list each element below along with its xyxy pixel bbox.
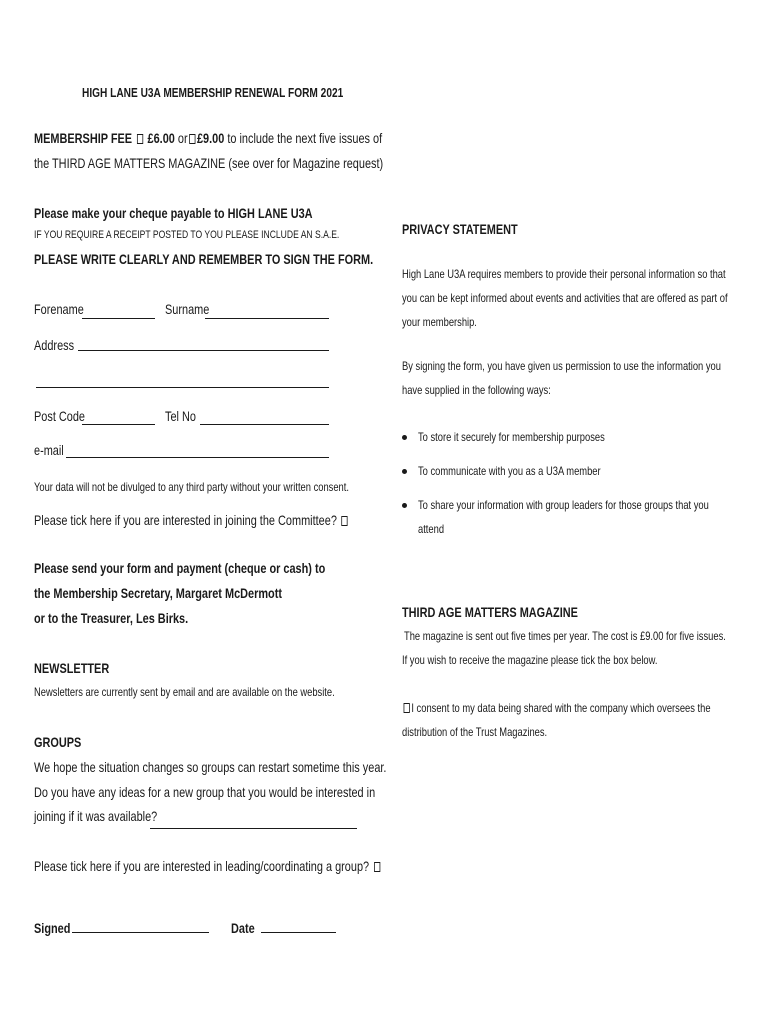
- signature-field[interactable]: [72, 932, 209, 933]
- bullet-dot-icon: [402, 435, 407, 440]
- group-lead-tick-line: [34, 858, 480, 874]
- bullet-dot-icon: [402, 469, 407, 474]
- telno-label: Tel No: [165, 408, 196, 424]
- fee-option-1: £6.00: [147, 130, 175, 146]
- groups-line-3: joining if it was available?: [34, 808, 158, 824]
- groups-line-1: We hope the situation changes so groups can restart sometime this year.: [34, 759, 387, 775]
- committee-checkbox[interactable]: [341, 516, 347, 526]
- surname-label: Surname: [165, 301, 210, 317]
- postcode-field[interactable]: [82, 424, 155, 425]
- fee-9-checkbox[interactable]: [189, 134, 195, 144]
- magazine-line-2: If you wish to receive the magazine please tick the box below.: [402, 653, 658, 667]
- cheque-payable-line: Please make your cheque payable to HIGH LANE U3A: [34, 205, 313, 221]
- send-line-1: Please send your form and payment (cheque or cash) to: [34, 560, 326, 576]
- group-lead-checkbox[interactable]: [374, 862, 380, 872]
- group-lead-tick-text: Please tick here if you are interested in leading/coordinating a group?: [34, 858, 370, 874]
- privacy-para-1-line-3: your membership.: [402, 315, 477, 329]
- forename-label: Forename: [34, 301, 84, 317]
- membership-fee-line: [34, 130, 480, 146]
- committee-tick-line: [34, 512, 438, 528]
- receipt-line: IF YOU REQUIRE A RECEIPT POSTED TO YOU PLEASE INCLUDE AN S.A.E.: [34, 229, 340, 241]
- privacy-para-2-line-2: have supplied in the following ways:: [402, 383, 551, 397]
- privacy-para-1-line-2: you can be kept informed about events and activities that are offered as part of: [402, 291, 728, 305]
- magazine-consent-line-2: distribution of the Trust Magazines.: [402, 725, 548, 739]
- newsletter-text: Newsletters are currently sent by email and are available on the website.: [34, 685, 335, 699]
- committee-tick-text: Please tick here if you are interested in joining the Committee?: [34, 512, 337, 528]
- forename-field[interactable]: [82, 318, 155, 319]
- privacy-heading: PRIVACY STATEMENT: [402, 221, 518, 237]
- postcode-label: Post Code: [34, 408, 85, 424]
- date-field[interactable]: [261, 932, 336, 933]
- write-clearly-line: PLEASE WRITE CLEARLY AND REMEMBER TO SIGN THE FORM.: [34, 251, 374, 267]
- privacy-bullet: To share your information with group leaders for those groups that you: [418, 498, 709, 512]
- privacy-para-1-line-1: High Lane U3A requires members to provide their personal information so that: [402, 267, 726, 281]
- groups-heading: GROUPS: [34, 734, 82, 750]
- telno-field[interactable]: [200, 424, 329, 425]
- magazine-line-1: The magazine is sent out five times per year. The cost is £9.00 for five issues.: [404, 629, 726, 643]
- data-notice: Your data will not be divulged to any third party without your written consent.: [34, 480, 349, 494]
- groups-line-2: Do you have any ideas for a new group that you would be interested in: [34, 784, 376, 800]
- privacy-bullet: To store it securely for membership purposes: [418, 430, 605, 444]
- magazine-consent-checkbox[interactable]: [404, 703, 410, 713]
- fee-text: to include the next five issues of: [227, 130, 383, 146]
- privacy-para-2-line-1: By signing the form, you have given us permission to use the information you: [402, 359, 721, 373]
- fee-label: MEMBERSHIP FEE: [34, 130, 133, 146]
- bullet-dot-icon: [402, 503, 407, 508]
- newsletter-heading: NEWSLETTER: [34, 660, 110, 676]
- magazine-consent-text: I consent to my data being shared with the company which oversees the: [411, 701, 711, 715]
- address-field-2[interactable]: [36, 387, 329, 388]
- fee-or: or: [177, 130, 188, 146]
- fee-option-2: £9.00: [196, 130, 225, 146]
- privacy-bullet: To communicate with you as a U3A member: [418, 464, 601, 478]
- email-label: e-mail: [34, 442, 64, 458]
- privacy-bullet-continuation: attend: [418, 522, 445, 536]
- magazine-heading: THIRD AGE MATTERS MAGAZINE: [402, 604, 578, 620]
- send-line-2: the Membership Secretary, Margaret McDermott: [34, 585, 283, 601]
- surname-field[interactable]: [205, 318, 329, 319]
- date-label: Date: [231, 920, 255, 936]
- fee-6-checkbox[interactable]: [137, 134, 143, 144]
- email-field[interactable]: [66, 457, 329, 458]
- send-line-3: or to the Treasurer, Les Birks.: [34, 610, 189, 626]
- group-idea-field[interactable]: [150, 828, 357, 829]
- signed-label: Signed: [34, 920, 71, 936]
- address-field-1[interactable]: [78, 350, 329, 351]
- magazine-consent-line: [402, 701, 770, 715]
- address-label: Address: [34, 337, 75, 353]
- fee-text-2: the THIRD AGE MATTERS MAGAZINE (see over for Magazine request): [34, 155, 384, 171]
- form-title: HIGH LANE U3A MEMBERSHIP RENEWAL FORM 2021: [82, 85, 344, 100]
